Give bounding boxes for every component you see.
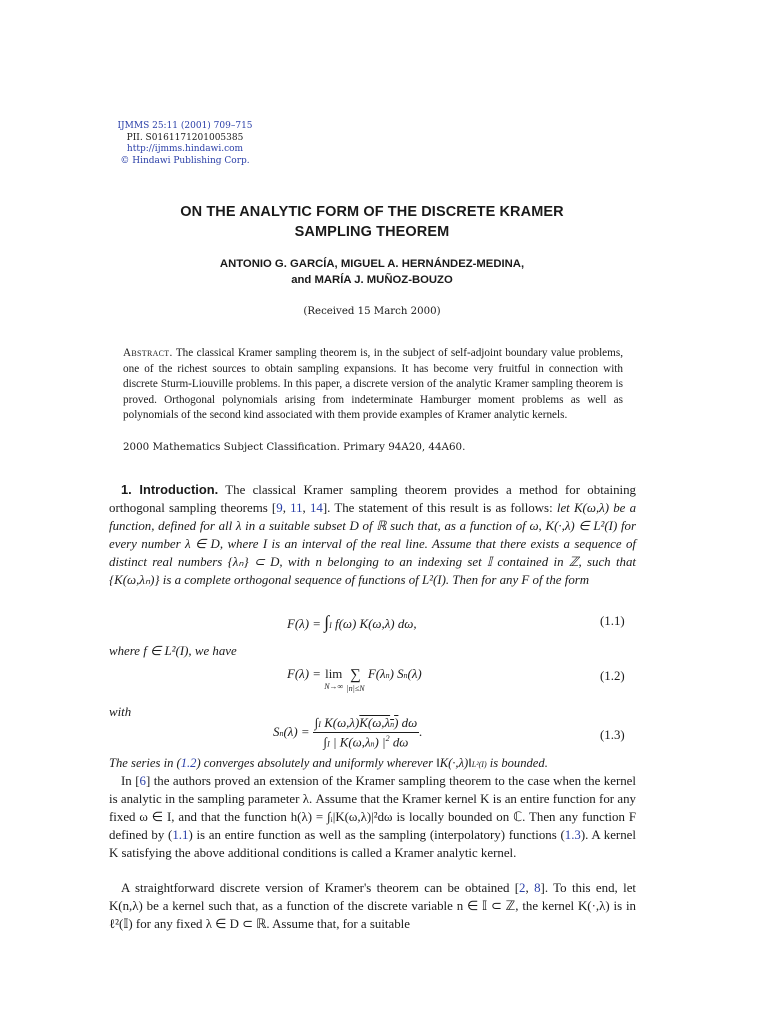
equation-number-1-3: (1.3) <box>600 728 625 742</box>
ref-link-8[interactable]: 8 <box>534 881 541 895</box>
equation-number-1-1: (1.1) <box>600 614 625 628</box>
publisher-link[interactable]: © Hindawi Publishing Corp. <box>120 155 250 166</box>
section-heading: 1. Introduction. <box>121 482 219 497</box>
pii-code: PII. S0161171201005385 <box>126 132 244 143</box>
journal-header <box>110 121 260 167</box>
authors <box>110 256 634 288</box>
intro-text-mid: ]. The statement of this result is as follows: <box>322 500 553 515</box>
ref-link-1-2[interactable]: 1.2 <box>180 756 197 770</box>
ref-link-11[interactable]: 11 <box>290 500 303 515</box>
title-line-1: ON THE ANALYTIC FORM OF THE DISCRETE KRAMER <box>180 204 564 220</box>
series-text <box>109 755 636 774</box>
abstract <box>123 346 623 424</box>
ref-link-6[interactable]: 6 <box>139 774 146 788</box>
paper-title <box>110 202 634 242</box>
equation-1-2: F(λ) = lim N→∞ ∑ |n|≤N F(λn) Sn(λ) <box>287 667 422 693</box>
equation-1-3: Sn(λ) = $\frac{\text{∫I K(ω,λ)K(ω,λn) dω}}{\int I | K(\omega,\lambda n) |^2 d\omega}$ . <box>273 716 423 750</box>
theorem-statement: let K(ω,λ) be a function, defined for all λ in a suitable subset D of ℝ such that, as a function of ω, K(·,λ) ∈ L²(I) for every number λ ∈ D, where I is an interval of the real line. Assume that there exists a sequence of distinct real numbers {λₙ} ⊂ D, with n belonging to an indexing set 𝕀 contained in ℤ, such that {K(ω,λₙ)} is a complete orthogonal sequence of functions of L²(I). Then for any F of the form <box>109 500 637 587</box>
equation-number-1-2: (1.2) <box>600 669 625 683</box>
where-text: where f ∈ L²(I), we have <box>109 644 237 658</box>
series-text-start: The series in (1.2) converges absolutely and uniformly wherever ‖K(·,λ)‖L²(I) <box>109 756 487 770</box>
equation-1-1: F(λ) = ∫I f(ω) K(ω,λ) dω, <box>287 612 417 632</box>
ref-link-14[interactable]: 14 <box>309 500 323 515</box>
journal-citation[interactable]: IJMMS 25:11 (2001) 709–715 <box>117 121 253 131</box>
with-text: with <box>109 705 132 719</box>
abstract-text: The classical Kramer sampling theorem is, in the subject of self-adjoint boundary value problems, one of the richest sources to obtain sampling expansions. It has become very fruitful in connection with discrete Sturm-Liouville problems. In this paper, a discrete version of the analytic Kramer sampling theorem is proved. Orthogonal polynomials arising from indeterminate Hamburger moment problems as well as polynomials of the second kind associated with them provide examples of Kramer analytic kernels. <box>123 347 623 422</box>
ref-link-9[interactable]: 9 <box>276 500 283 515</box>
abstract-label: Abstract. <box>123 347 173 359</box>
intro-paragraph: 1. Introduction. The classical Kramer sampling theorem provides a method for obtaining orthogonal sampling theorems [9, 11, 14]. The statement of this result is as follows: let K(ω,λ) be a function, defined for all λ in a suitable subset D of ℝ such that, as a function of ω, K(·,λ) ∈ L²(I) for every number λ ∈ D, where I is an interval of the real line. Assume that there exists a sequence of distinct real numbers {λₙ} ⊂ D, with n belonging to an indexing set 𝕀 contained in ℤ, such that {K(ω,λₙ)} is a complete orthogonal sequence of functions of L²(I). Then for any F of the form <box>109 482 637 587</box>
paragraph-3: A straightforward discrete version of Kramer's theorem can be obtained [2, 8]. To this end, let K(n,λ) be a kernel such that, as a function of the discrete variable n ∈ 𝕀 ⊂ ℤ, the kernel K(·,λ) is in ℓ²(𝕀) for any fixed λ ∈ D ⊂ ℝ. Assume that, for a suitable <box>109 881 636 931</box>
title-line-2: SAMPLING THEOREM <box>294 224 450 240</box>
series-text-end: is bounded. <box>486 756 548 770</box>
paragraph-2: In [6] the authors proved an extension of the Kramer sampling theorem to the case when the kernel is analytic in the sampling parameter λ. Assume that the Kramer kernel K is an entire function for any fixed ω ∈ I, and that the function h(λ) = ∫ᵢ|K(ω,λ)|²dω is locally bounded on ℂ. Then any function F defined by (1.1) is an entire function as well as the sampling (interpolatory) functions (1.3). A kernel K satisfying the above additional conditions is called a Kramer analytic kernel. <box>109 774 636 860</box>
ref-link-eq-1-1[interactable]: 1.1 <box>172 827 189 842</box>
msc-classification: 2000 Mathematics Subject Classification. Primary 94A20, 44A60. <box>123 441 466 453</box>
ref-link-2[interactable]: 2 <box>519 881 526 895</box>
ref-link-eq-1-3[interactable]: 1.3 <box>564 827 581 842</box>
received-date: (Received 15 March 2000) <box>303 306 441 317</box>
authors-line-2: and MARÍA J. MUÑOZ-BOUZO <box>291 274 453 286</box>
journal-url-link[interactable]: http://ijmms.hindawi.com <box>126 144 244 154</box>
authors-line-1: ANTONIO G. GARCÍA, MIGUEL A. HERNÁNDEZ-MEDINA, <box>219 258 525 270</box>
intro-text-start: The classical Kramer sampling theorem provides a method for obtaining orthogonal sampling theorems [ <box>109 483 637 515</box>
